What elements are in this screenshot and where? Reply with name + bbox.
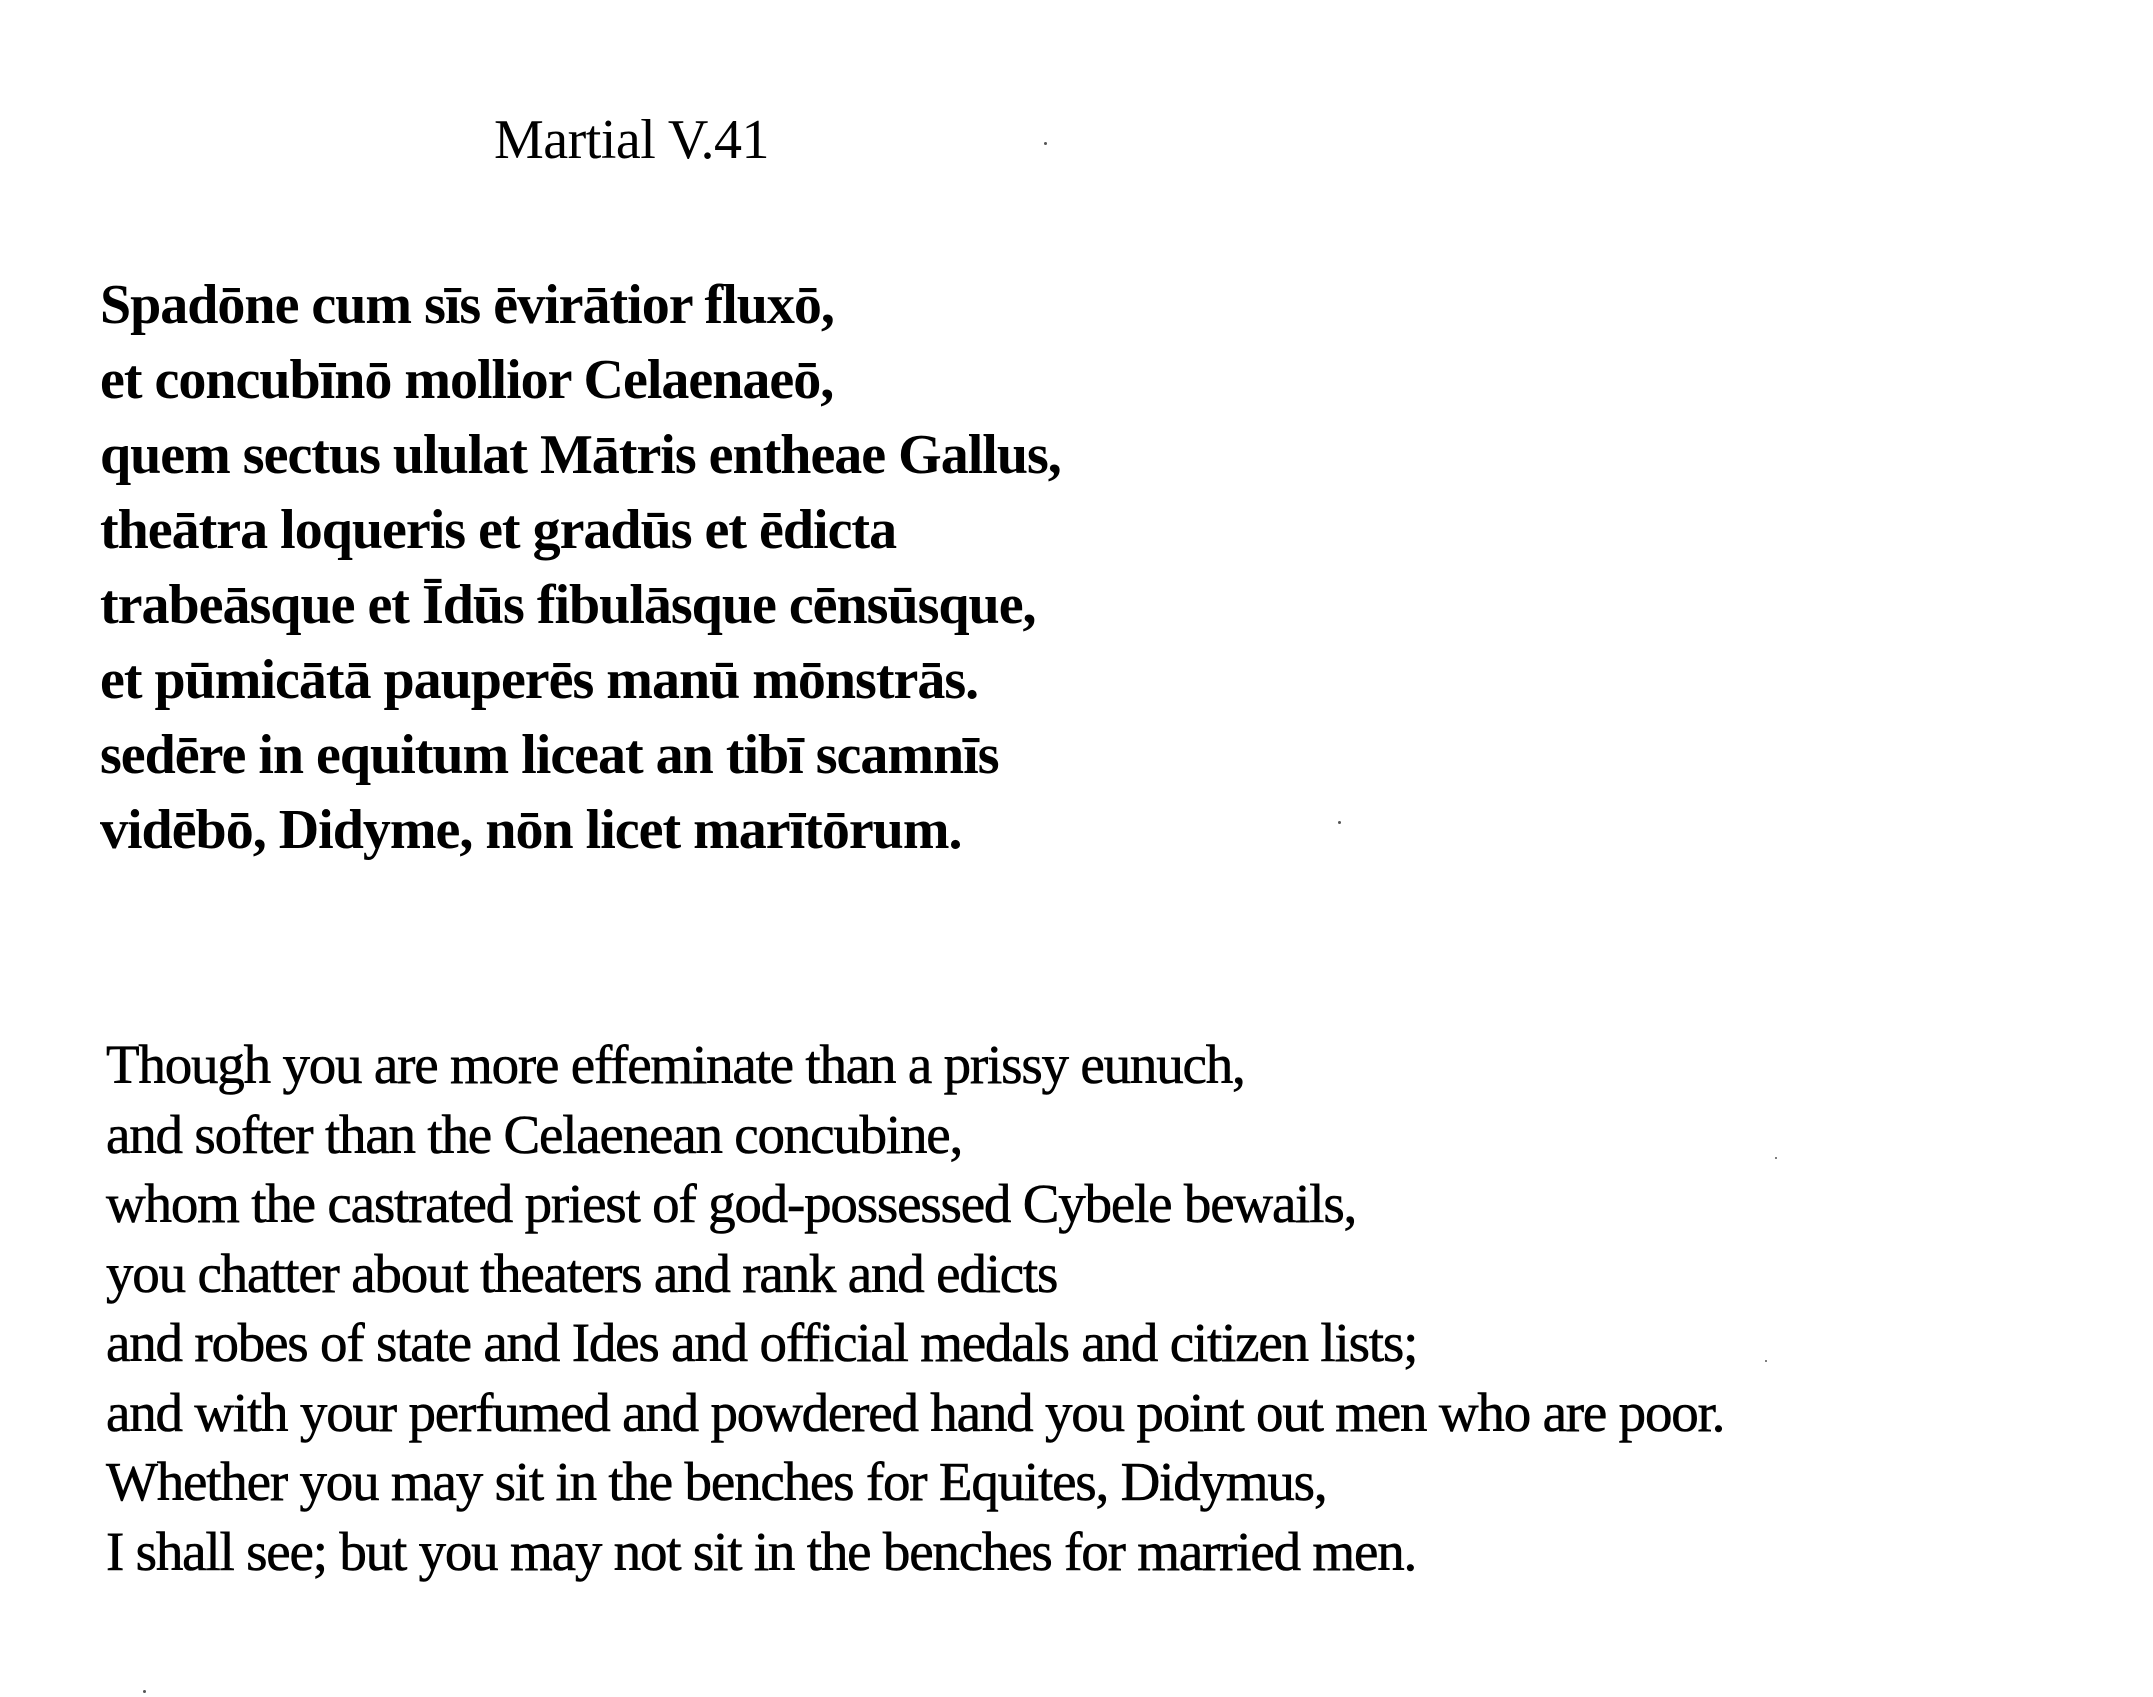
poem-title: Martial V.41 [494,109,770,171]
english-line: and softer than the Celaenean concubine, [106,1103,963,1165]
latin-line: et concubīnō mollior Celaenaeō, [100,349,834,411]
scan-speck [1044,142,1047,145]
english-line: and with your perfumed and powdered hand you point out men who are poor. [106,1381,1725,1443]
scan-speck [1338,821,1341,824]
latin-line: Spadōne cum sīs ēvirātior fluxō, [100,274,834,336]
latin-line: theātra loqueris et gradūs et ēdicta [100,499,897,561]
english-translation [106,1030,1724,1586]
latin-text [100,268,1061,868]
english-line: whom the castrated priest of god-possessed Cybele bewails, [106,1173,1357,1234]
english-line: I shall see; but you may not sit in the benches for married men. [106,1520,1417,1582]
latin-line: et pūmicātā pauperēs manū mōnstrās. [100,649,979,711]
english-line: Whether you may sit in the benches for Equites, Didymus, [106,1451,1327,1512]
english-line: you chatter about theaters and rank and edicts [106,1242,1058,1304]
scan-speck [143,1690,146,1693]
latin-line: vidēbō, Didyme, nōn licet marītōrum. [100,799,962,861]
scan-speck [1775,1157,1777,1159]
english-line: Though you are more effeminate than a prissy eunuch, [106,1034,1245,1095]
english-line: and robes of state and Ides and official medals and citizen lists; [106,1312,1418,1373]
latin-line: quem sectus ululat Mātris entheae Gallus, [100,424,1061,486]
latin-line: sedēre in equitum liceat an tibī scamnīs [100,724,999,786]
latin-line: trabeāsque et Īdūs fibulāsque cēnsūsque, [100,574,1036,636]
scan-speck [1765,1360,1767,1362]
